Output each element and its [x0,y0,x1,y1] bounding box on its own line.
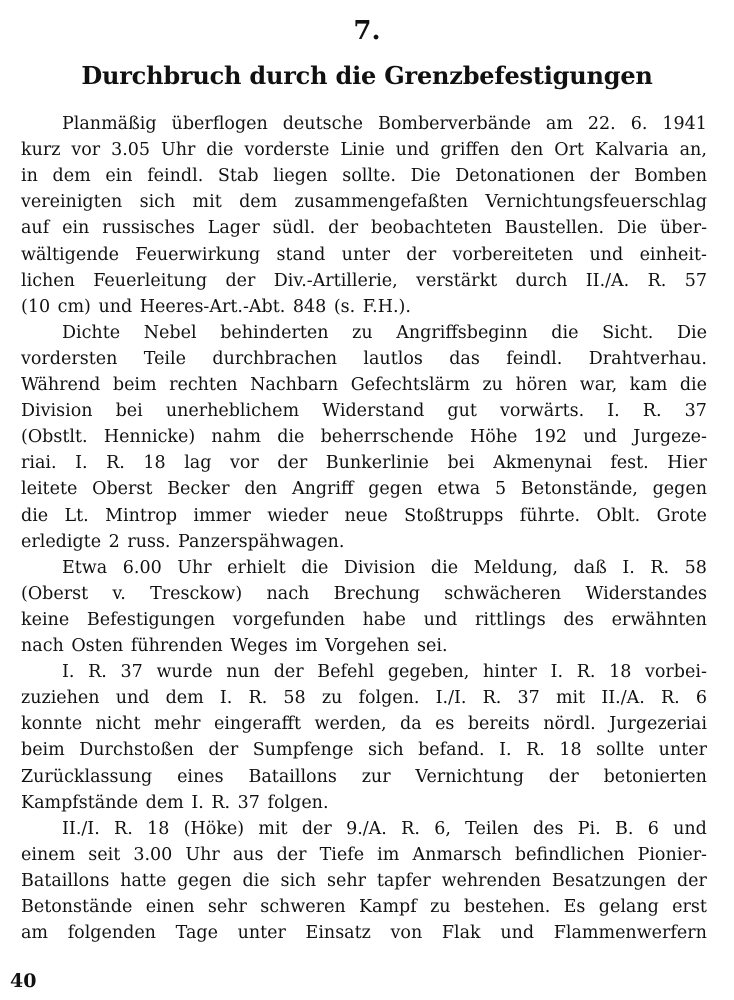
text-line: Zurücklassung eines Bataillons zur Vernichtung der betonierten [21,766,707,787]
text-line: Etwa 6.00 Uhr erhielt die Division die Meldung, daß I. R. 58 [62,557,707,578]
text-line: beim Durchstoßen der Sumpfenge sich befand. I. R. 18 sollte unter [21,740,707,761]
text-line: leitete Oberst Becker den Angriff gegen etwa 5 Betonstände, gegen [21,479,707,500]
text-line: Dichte Nebel behinderten zu Angriffsbeginn die Sicht. Die [62,322,707,343]
text-line: (Oberst v. Tresckow) nach Brechung schwächeren Widerstandes [21,583,707,604]
chapter-number: 7. [353,16,381,46]
text-line: (10 cm) und Heeres-Art.-Abt. 848 (s. F.H.). [21,296,411,317]
text-line: Planmäßig überflogen deutsche Bomberverbände am 22. 6. 1941 [62,114,707,134]
chapter-title: Durchbruch durch die Grenzbefestigungen [81,61,653,90]
text-line: Division bei unerheblichem Widerstand gut vorwärts. I. R. 37 [21,401,707,422]
text-line: Betonstände einen sehr schweren Kampf zu bestehen. Es gelang erst [21,897,707,917]
text-line: keine Befestigungen vorgefunden habe und rittlings des erwähnten [21,609,707,630]
text-line: I. R. 37 wurde nun der Befehl gegeben, hinter I. R. 18 vorbei- [62,662,707,683]
text-line: Während beim rechten Nachbarn Gefechtslärm zu hören war, kam die [21,375,707,395]
text-line: Kampfstände dem I. R. 37 folgen. [21,792,329,813]
text-line: die Lt. Mintrop immer wieder neue Stoßtrupps führte. Oblt. Grote [21,505,707,526]
text-line: Bataillons hatte gegen die sich sehr tapfer wehrenden Besatzungen der [21,870,707,891]
text-line: (Obstlt. Hennicke) nahm die beherrschende Höhe 192 und Jurgeze- [21,427,707,448]
text-line: einem seit 3.00 Uhr aus der Tiefe im Anmarsch befindlichen Pionier- [21,844,707,865]
text-line: am folgenden Tage unter Einsatz von Flak und Flammenwerfern [21,923,707,944]
text-line: nach Osten führenden Weges im Vorgehen sei. [21,636,448,656]
text-line: erledigte 2 russ. Panzerspähwagen. [21,531,345,552]
page-number: 40 [10,970,37,992]
text-line: riai. I. R. 18 lag vor der Bunkerlinie bei Akmenynai fest. Hier [21,453,707,474]
text-line: vereinigten sich mit dem zusammengefaßten Vernichtungsfeuerschlag [21,192,707,213]
text-line: auf ein russisches Lager südl. der beobachteten Baustellen. Die über- [21,218,707,239]
text-line: II./I. R. 18 (Höke) mit der 9./A. R. 6, Teilen des Pi. B. 6 und [62,818,707,839]
text-line: kurz vor 3.05 Uhr die vorderste Linie und griffen den Ort Kalvaria an, [21,140,707,161]
text-line: konnte nicht mehr eingerafft werden, da es bereits nördl. Jurgezeriai [21,714,707,735]
text-line: lichen Feuerleitung der Div.-Artillerie, verstärkt durch II./A. R. 57 [21,270,707,291]
text-line: zuziehen und dem I. R. 58 zu folgen. I./I. R. 37 mit II./A. R. 6 [21,688,707,709]
text-line: vordersten Teile durchbrachen lautlos das feindl. Drahtverhau. [21,348,707,369]
text-line: wältigende Feuerwirkung stand unter der vorbereiteten und einheit- [21,244,707,265]
text-line: in dem ein feindl. Stab liegen sollte. Die Detonationen der Bomben [21,166,707,187]
